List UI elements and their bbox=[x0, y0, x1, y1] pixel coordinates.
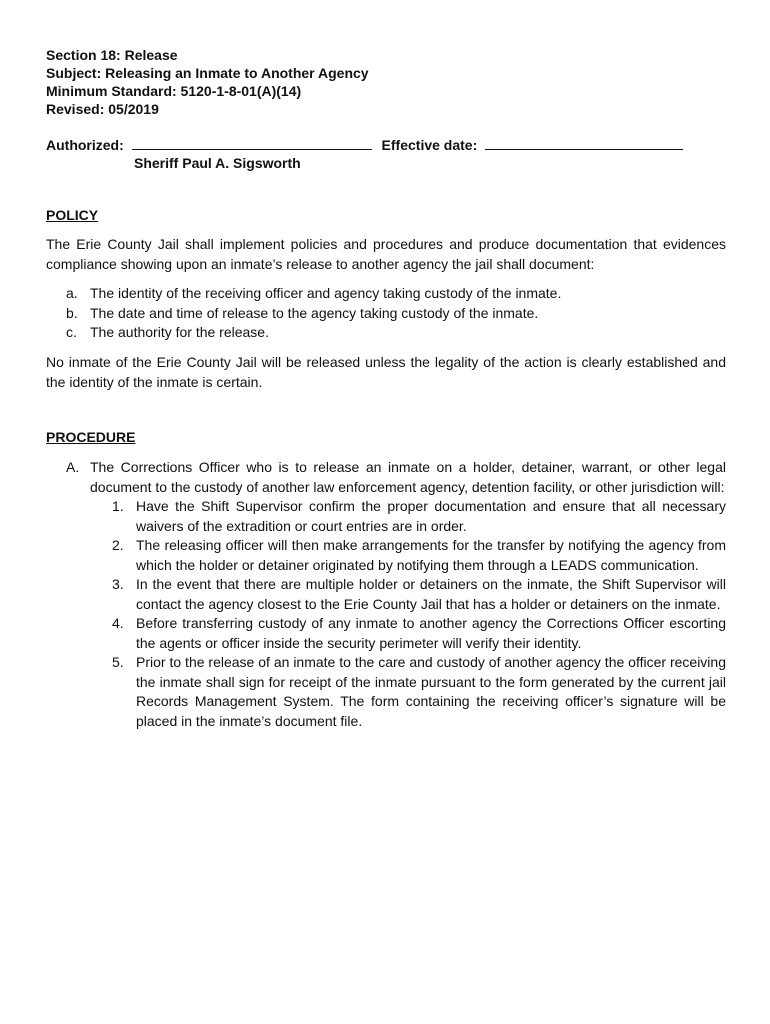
authorized-signature-line bbox=[132, 137, 372, 150]
list-item: b. The date and time of release to the agency taking custody of the inmate. bbox=[66, 304, 539, 321]
section-line: Section 18: Release bbox=[46, 47, 178, 63]
effective-date-label: Effective date: bbox=[381, 137, 478, 153]
procedure-steps bbox=[90, 497, 726, 731]
list-item: 1. Have the Shift Supervisor confirm the proper documentation and ensure that all necessary waivers of the extradition or court entries are in order. bbox=[112, 498, 726, 534]
list-item: 4. Before transferring custody of any inmate to another agency the Corrections Officer escorting the agents or officer inside the security perimeter will verify their identity. bbox=[112, 615, 726, 651]
policy-closing: No inmate of the Erie County Jail will be released unless the legality of the action is clearly established and the identity of the inmate is certain. bbox=[46, 354, 726, 390]
document-header bbox=[46, 46, 369, 118]
procedure-item-a-text: The Corrections Officer who is to release an inmate on a holder, detainer, warrant, or other legal document to the custody of another law enforcement agency, detention facility, or other jurisdiction will: bbox=[90, 459, 726, 495]
authorization-block bbox=[46, 136, 726, 172]
procedure-item-a: A. The Corrections Officer who is to release an inmate on a holder, detainer, warrant, or other legal document to the custody of another law enforcement agency, detention facility, or other jurisdiction will: 1. Have the Shift Supervisor confirm the proper documentation and ensure that all necessary waivers of the extradition or court entries are in order. 2. The releasing officer will then make arrangements for the transfer by notifying the agency from which the holder or detainer originated by notifying them through a LEADS communication. 3. In the event that there are multiple holder or detainers on the inmate, the Shift Supervisor will contact the agency closest to the Erie County Jail that has a holder or detainers on the inmate. 4. Before transferring custody of any inmate to another agency the Corrections Officer escorting the agents or officer inside the security perimeter will verify their identity. 5. Prior to the release of an inmate to the care and custody of another agency the officer receiving the inmate shall sign for receipt of the inmate pursuant to the form generated by the current jail Records Management System. The form containing the receiving officer’s signature will be placed in the inmate’s document file. bbox=[66, 458, 726, 731]
list-item: 2. The releasing officer will then make arrangements for the transfer by notifying the agency from which the holder or detainer originated by notifying them through a LEADS communication. bbox=[112, 537, 726, 573]
list-item: 3. In the event that there are multiple holder or detainers on the inmate, the Shift Supervisor will contact the agency closest to the Erie County Jail that has a holder or detainers on the inmate. bbox=[112, 576, 726, 612]
procedure-heading: PROCEDURE bbox=[46, 429, 136, 445]
procedure-body bbox=[66, 458, 726, 731]
signer-name: Sheriff Paul A. Sigsworth bbox=[134, 155, 301, 171]
list-item: c. The authority for the release. bbox=[66, 324, 269, 340]
effective-date-line bbox=[485, 137, 683, 150]
policy-list bbox=[66, 284, 726, 343]
list-item: a. The identity of the receiving officer and agency taking custody of the inmate. bbox=[66, 285, 562, 301]
list-item: 5. Prior to the release of an inmate to the care and custody of another agency the officer receiving the inmate shall sign for receipt of the inmate pursuant to the form generated by the current jail Records Management System. The form containing the receiving officer’s signature will be placed in the inmate’s document file. bbox=[112, 654, 726, 729]
revised-line: Revised: 05/2019 bbox=[46, 101, 159, 117]
authorized-label: Authorized: bbox=[46, 137, 124, 153]
subject-line: Subject: Releasing an Inmate to Another Agency bbox=[46, 65, 369, 81]
standard-line: Minimum Standard: 5120-1-8-01(A)(14) bbox=[46, 83, 302, 99]
policy-heading: POLICY bbox=[46, 207, 99, 223]
policy-intro: The Erie County Jail shall implement policies and procedures and produce documentation that evidences compliance showing upon an inmate’s release to another agency the jail shall document: bbox=[46, 236, 726, 272]
